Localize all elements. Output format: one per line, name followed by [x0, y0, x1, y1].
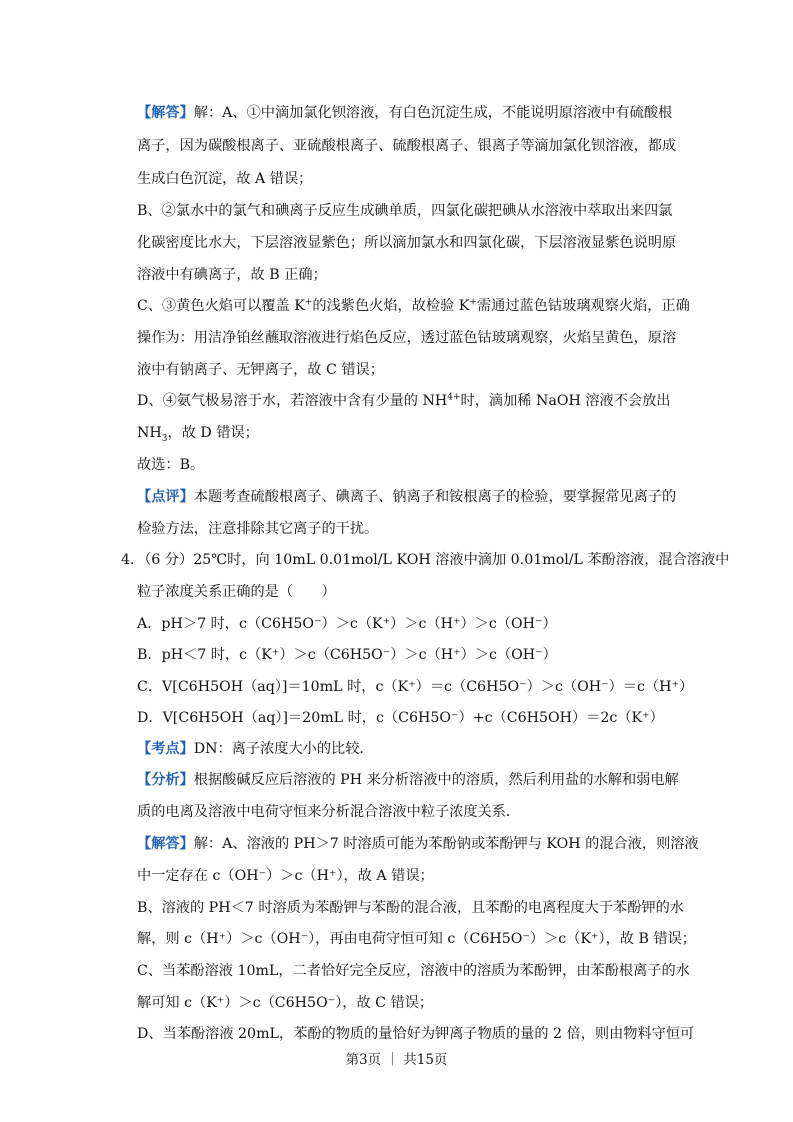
q4-answer-c-line-1: C、当苯酚溶液 10mL，二者恰好完全反应，溶液中的溶质为苯酚钾，由苯酚根离子的水: [137, 963, 690, 979]
q4-option-d: D．V[C6H5OH（aq）]＝20mL 时，c（C6H5O⁻）+c（C6H5OH）＝2c（K⁺）: [137, 710, 664, 726]
q3-answer-c-line-1: C、③黄色火焰可以覆盖 K+的浅紫色火焰，故检验 K+需通过蓝色钴玻璃观察火焰，正确: [137, 297, 690, 314]
q4-option-a: A．pH＞7 时，c（C6H5O⁻）＞c（K⁺）＞c（H⁺）＞c（OH⁻）: [137, 616, 557, 632]
q4-analysis-line-2: 质的电离及溶液中电荷守恒来分析混合溶液中粒子浓度关系．: [137, 804, 521, 820]
q3-comment-line-2: 检验方法，注意排除其它离子的干扰。: [137, 521, 379, 537]
q4-stem-line-1: 4．（6 分）25℃时，向 10mL 0.01mol/L KOH 溶液中滴加 0.01mol/L 苯酚溶液，混合溶液中: [121, 552, 730, 568]
q4-kaodian: 【考点】DN：离子浓度大小的比较．: [137, 741, 374, 757]
q3-answer-b-line-1: B、②氯水中的氯气和碘离子反应生成碘单质，四氯化碳把碘从水溶液中萃取出来四氯: [137, 203, 673, 219]
q3-answer-d-line-2: $NH_3$，故 D 错误；: [137, 425, 259, 444]
q4-analysis-line-1: 【分析】根据酸碱反应后溶液的 PH 来分析溶液中的溶质，然后利用盐的水解和弱电解: [137, 772, 679, 788]
q3-answer-d-line-1: D、④氨气极易溶于水，若溶液中含有少量的 $NH^{4+}$时，滴加稀 NaOH 溶液不会放出: [137, 392, 671, 409]
q4-answer-line-1: 【解答】解：A、溶液的 PH＞7 时溶质可能为苯酚钠或苯酚钾与 KOH 的混合液，则溶液: [137, 836, 699, 852]
q4-answer-c-line-2: 解可知 c（K⁺）＞c（C6H5O⁻），故 C 错误；: [137, 995, 434, 1011]
q4-stem-line-2: 粒子浓度关系正确的是（ ）: [137, 584, 336, 600]
answer-tag: 【解答】: [137, 836, 194, 852]
q3-answer-b-line-2: 化碳密度比水大，下层溶液显紫色；所以滴加氯水和四氯化碳，下层溶液显紫色说明原: [137, 235, 677, 251]
page-footer: 第3页 ｜ 共15页: [345, 1052, 448, 1068]
kaodian-tag: 【考点】: [137, 741, 194, 757]
q3-comment-line-1: 【点评】本题考查硫酸根离子、碘离子、钠离子和铵根离子的检验，要掌握常见离子的: [137, 489, 677, 505]
q3-answer-line-1: 【解答】解：A、①中滴加氯化钡溶液，有白色沉淀生成，不能说明原溶液中有硫酸根: [137, 105, 673, 121]
q4-answer-line-2: 中一定存在 c（OH⁻）＞c（H⁺），故 A 错误；: [137, 868, 434, 884]
q3-answer-c-line-2: 操作为：用洁净铂丝蘸取溶液进行焰色反应，透过蓝色钴玻璃观察，火焰呈黄色，原溶: [137, 330, 677, 346]
q4-answer-b-line-2: 解，则 c（H⁺）＞c（OH⁻），再由电荷守恒可知 c（C6H5O⁻）＞c（K⁺），故 B 错误；: [137, 931, 696, 947]
q3-answer-line-3: 生成白色沉淀，故 A 错误；: [137, 171, 313, 187]
q3-answer-c-line-3: 液中有钠离子、无钾离子，故 C 错误；: [137, 362, 384, 378]
q3-answer-b-line-3: 溶液中有碘离子，故 B 正确；: [137, 267, 327, 283]
q3-answer-line-2: 离子，因为碳酸根离子、亚硫酸根离子、硫酸根离子、银离子等滴加氯化钡溶液，都成: [137, 138, 677, 154]
q3-choice: 故选：B。: [137, 457, 205, 473]
q4-option-b: B．pH＜7 时，c（K⁺）＞c（C6H5O⁻）＞c（H⁺）＞c（OH⁻）: [137, 647, 557, 663]
comment-tag: 【点评】: [137, 489, 194, 505]
analysis-tag: 【分析】: [137, 772, 194, 788]
answer-tag: 【解答】: [137, 105, 194, 121]
q4-answer-b-line-1: B、溶液的 PH＜7 时溶质为苯酚钾与苯酚的混合液，且苯酚的电离程度大于苯酚钾的水: [137, 900, 684, 916]
q4-answer-d-line-1: D、当苯酚溶液 20mL，苯酚的物质的量恰好为钾离子物质的量的 2 倍，则由物料守恒可: [137, 1026, 695, 1042]
q4-option-c: C．V[C6H5OH（aq）]＝10mL 时，c（K⁺）＝c（C6H5O⁻）＞c（OH⁻）＝c（H⁺）: [137, 679, 694, 695]
